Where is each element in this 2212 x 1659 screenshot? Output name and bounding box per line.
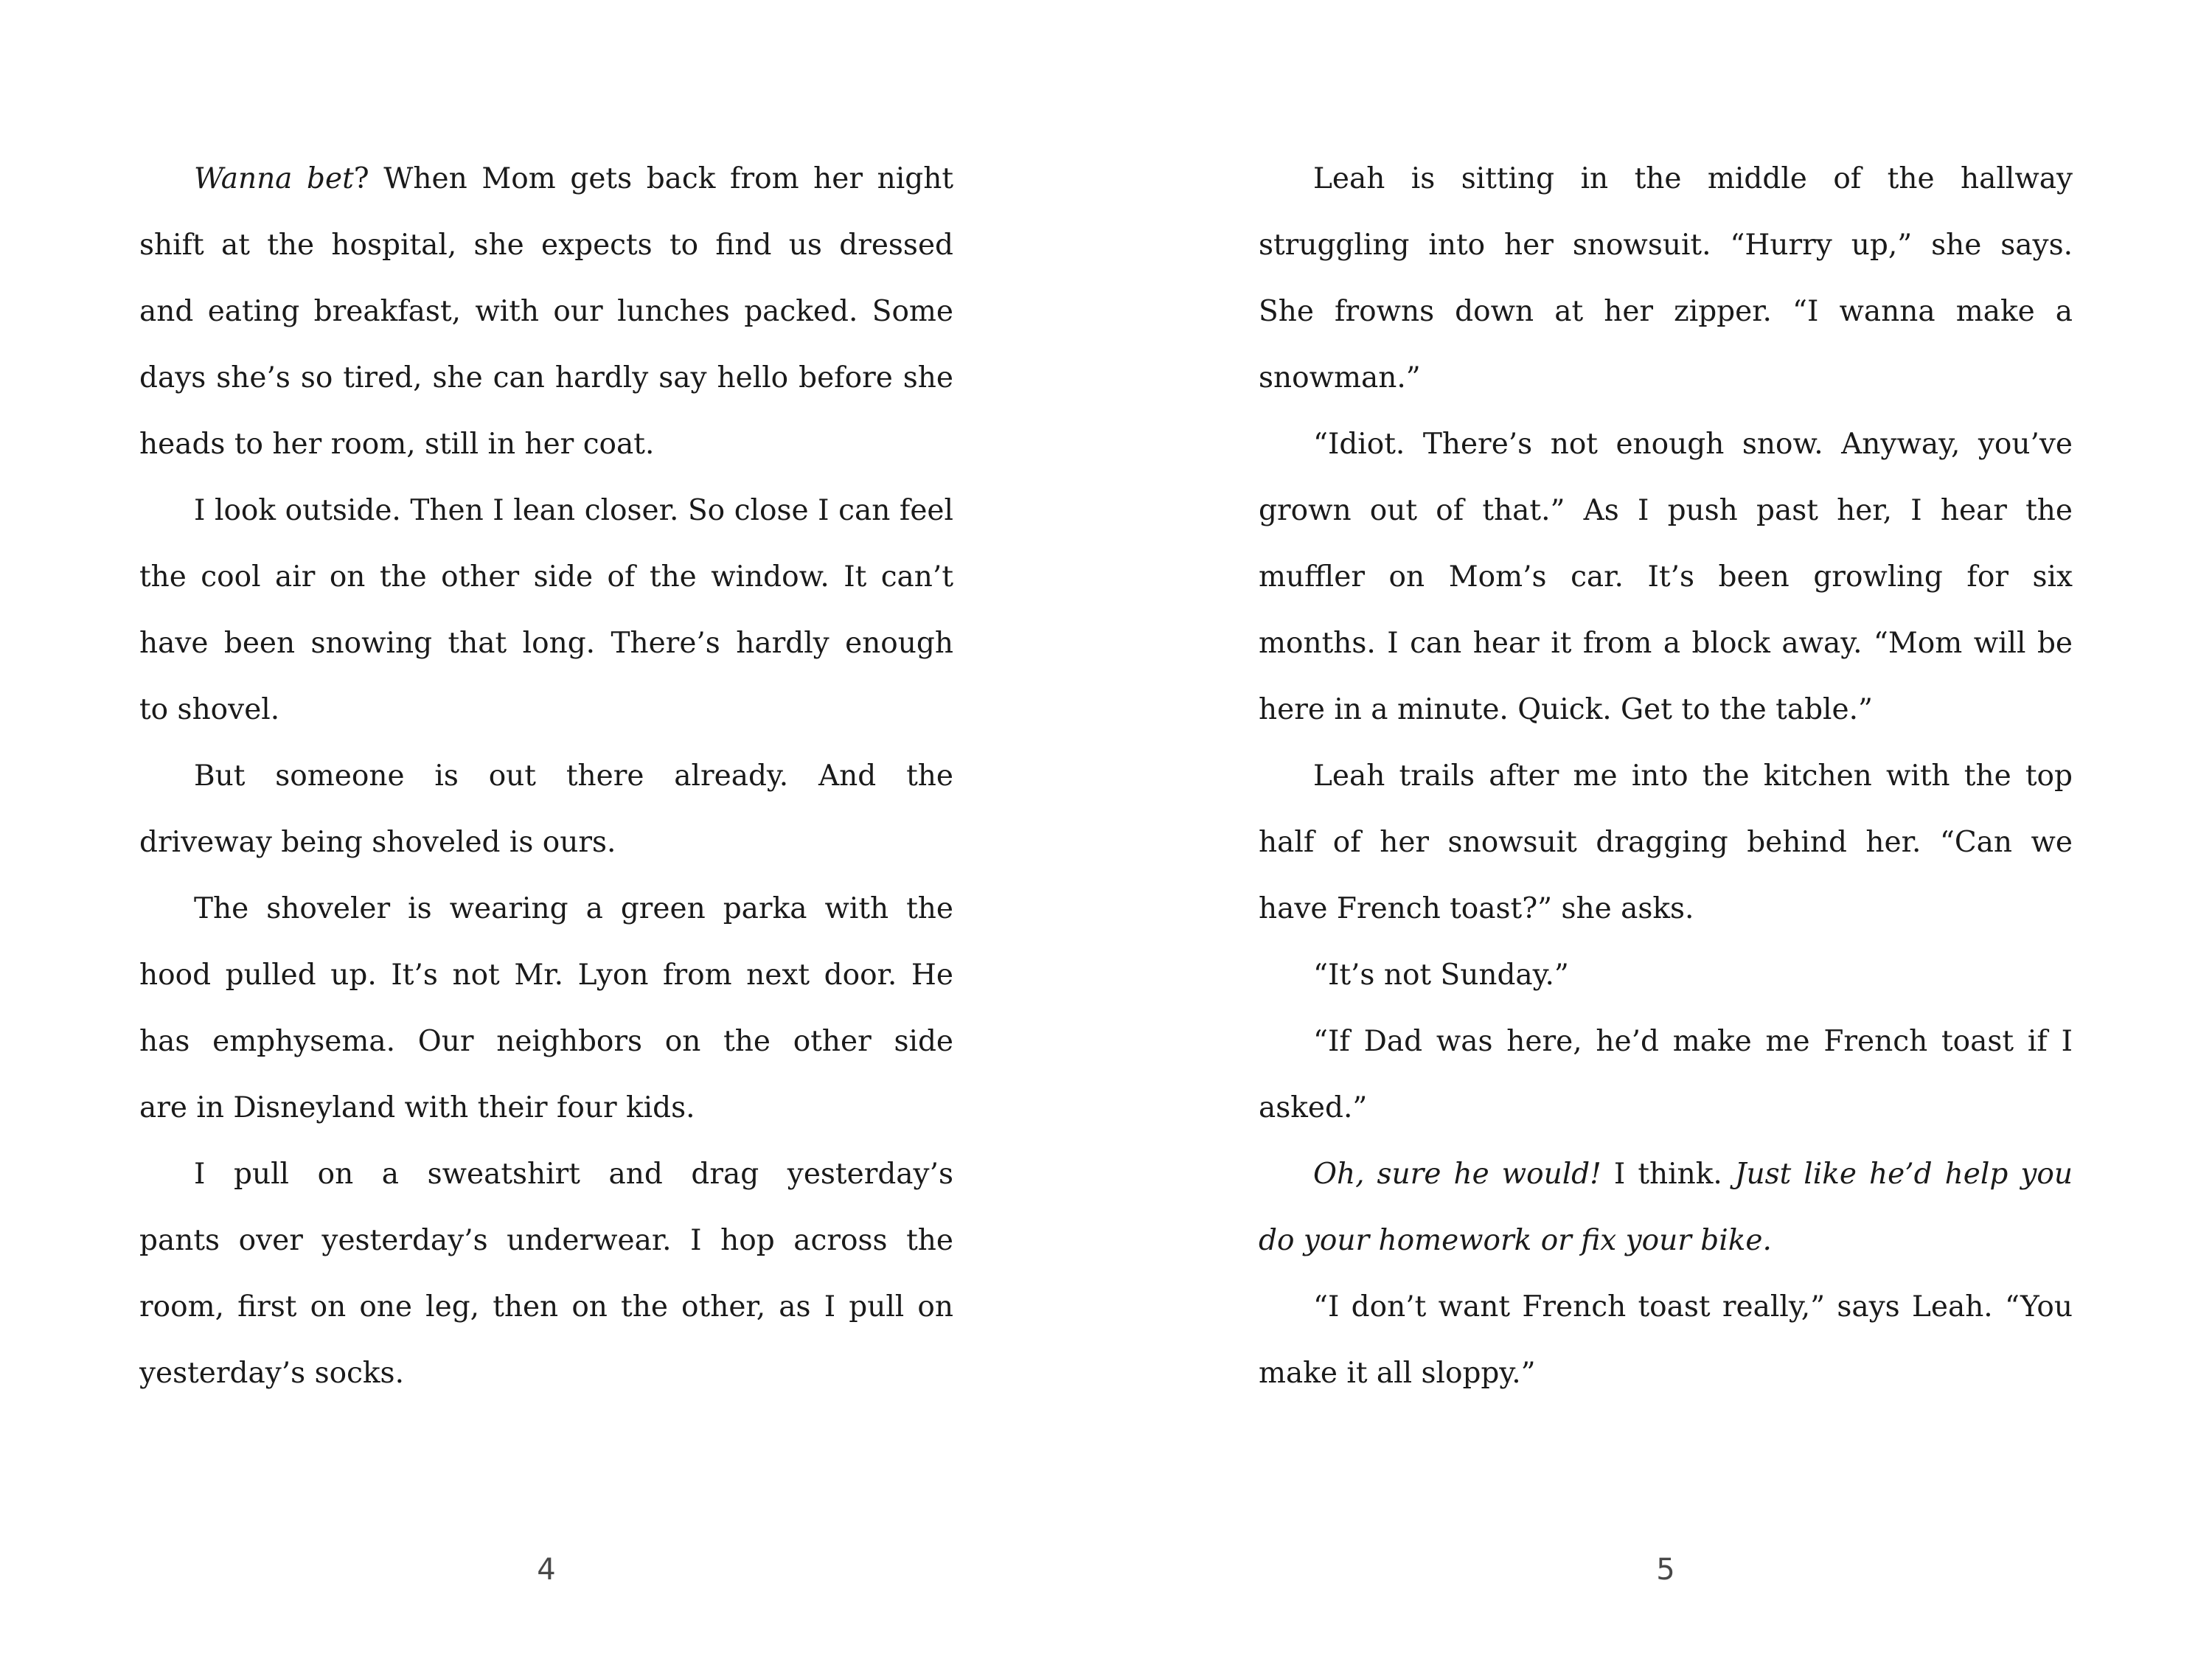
text-segment: the cool air on the other side of the window. It can’t	[139, 560, 953, 594]
text-segment: But someone is out there already. And the	[194, 759, 953, 793]
text-segment: heads to her room, still in her coat.	[139, 428, 655, 461]
text-line	[139, 942, 953, 1009]
text-line	[139, 146, 953, 212]
text-line	[1259, 279, 2073, 345]
page-number-left: 4	[537, 1553, 556, 1587]
text-line	[1259, 810, 2073, 876]
text-segment: She frowns down at her zipper. “I wanna make a	[1259, 295, 2073, 328]
left-page-text	[139, 146, 953, 1407]
text-segment: I pull on a sweatshirt and drag yesterday’s	[194, 1158, 953, 1191]
text-line	[1259, 1340, 2073, 1407]
italic-text-segment: Just like he’d help you	[1734, 1158, 2073, 1191]
text-line	[1259, 146, 2073, 212]
page-number-right: 5	[1656, 1553, 1675, 1587]
text-segment: “Idiot. There’s not enough snow. Anyway, you’ve	[1313, 428, 2073, 461]
italic-text-segment: Oh, sure he would!	[1313, 1158, 1614, 1191]
text-line	[1259, 345, 2073, 411]
text-segment: shift at the hospital, she expects to find us dressed	[139, 229, 953, 262]
text-segment: half of her snowsuit dragging behind her. “Can we	[1259, 826, 2073, 859]
text-segment: months. I can hear it from a block away. “Mom will be	[1259, 627, 2073, 660]
italic-text-segment: Wanna bet	[194, 162, 354, 195]
text-segment: asked.”	[1259, 1091, 1368, 1124]
text-segment: driveway being shoveled is ours.	[139, 826, 616, 859]
text-segment: days she’s so tired, she can hardly say hello before she	[139, 361, 953, 394]
text-segment: yesterday’s socks.	[139, 1357, 404, 1390]
text-line	[1259, 611, 2073, 677]
text-segment: hood pulled up. It’s not Mr. Lyon from next door. He	[139, 959, 953, 992]
text-segment: here in a minute. Quick. Get to the table.”	[1259, 693, 1873, 726]
text-segment: The shoveler is wearing a green parka with the	[194, 892, 953, 925]
text-line	[139, 1075, 953, 1141]
text-line	[1259, 1009, 2073, 1075]
text-segment: grown out of that.” As I push past her, I hear the	[1259, 494, 2073, 527]
text-segment: “If Dad was here, he’d make me French toast if I	[1313, 1025, 2073, 1058]
text-segment: Leah trails after me into the kitchen with the top	[1313, 759, 2073, 793]
text-segment: “It’s not Sunday.”	[1313, 959, 1569, 992]
text-line	[139, 212, 953, 279]
text-segment: and eating breakfast, with our lunches packed. Some	[139, 295, 953, 328]
text-line	[1259, 677, 2073, 743]
text-segment: Leah is sitting in the middle of the hallway	[1313, 162, 2073, 195]
text-line	[139, 411, 953, 478]
text-segment: snowman.”	[1259, 361, 1421, 394]
text-line	[139, 876, 953, 942]
text-line	[139, 1340, 953, 1407]
text-line	[139, 1141, 953, 1208]
text-segment: muffler on Mom’s car. It’s been growling for six	[1259, 560, 2073, 594]
text-segment: “I don’t want French toast really,” says Leah. “You	[1313, 1290, 2073, 1324]
text-line	[1259, 743, 2073, 810]
italic-text-segment: do your homework or fix your bike.	[1259, 1224, 1772, 1257]
text-line	[1259, 1141, 2073, 1208]
text-line	[1259, 212, 2073, 279]
text-line	[139, 743, 953, 810]
text-line	[139, 1009, 953, 1075]
text-segment: struggling into her snowsuit. “Hurry up,” she says.	[1259, 229, 2073, 262]
text-line	[139, 345, 953, 411]
text-segment: make it all sloppy.”	[1259, 1357, 1536, 1390]
text-line	[139, 279, 953, 345]
text-line	[1259, 1075, 2073, 1141]
text-segment: I think.	[1613, 1158, 1735, 1191]
text-line	[1259, 411, 2073, 478]
text-line	[1259, 1274, 2073, 1340]
text-line	[1259, 1208, 2073, 1274]
right-page-text	[1259, 146, 2073, 1407]
text-line	[1259, 876, 2073, 942]
text-segment: pants over yesterday’s underwear. I hop across the	[139, 1224, 953, 1257]
text-line	[1259, 478, 2073, 544]
text-segment: room, first on one leg, then on the other, as I pull on	[139, 1290, 953, 1324]
text-segment: have French toast?” she asks.	[1259, 892, 1694, 925]
text-segment: has emphysema. Our neighbors on the other side	[139, 1025, 953, 1058]
text-line	[1259, 942, 2073, 1009]
text-segment: have been snowing that long. There’s hardly enough	[139, 627, 953, 660]
text-line	[139, 544, 953, 611]
text-line	[139, 810, 953, 876]
text-line	[139, 1208, 953, 1274]
text-line	[139, 677, 953, 743]
text-segment: to shovel.	[139, 693, 280, 726]
text-line	[1259, 544, 2073, 611]
text-line	[139, 478, 953, 544]
text-segment: ? When Mom gets back from her night	[353, 162, 953, 195]
text-segment: are in Disneyland with their four kids.	[139, 1091, 695, 1124]
text-segment: I look outside. Then I lean closer. So close I can feel	[194, 494, 953, 527]
text-line	[139, 611, 953, 677]
text-line	[139, 1274, 953, 1340]
